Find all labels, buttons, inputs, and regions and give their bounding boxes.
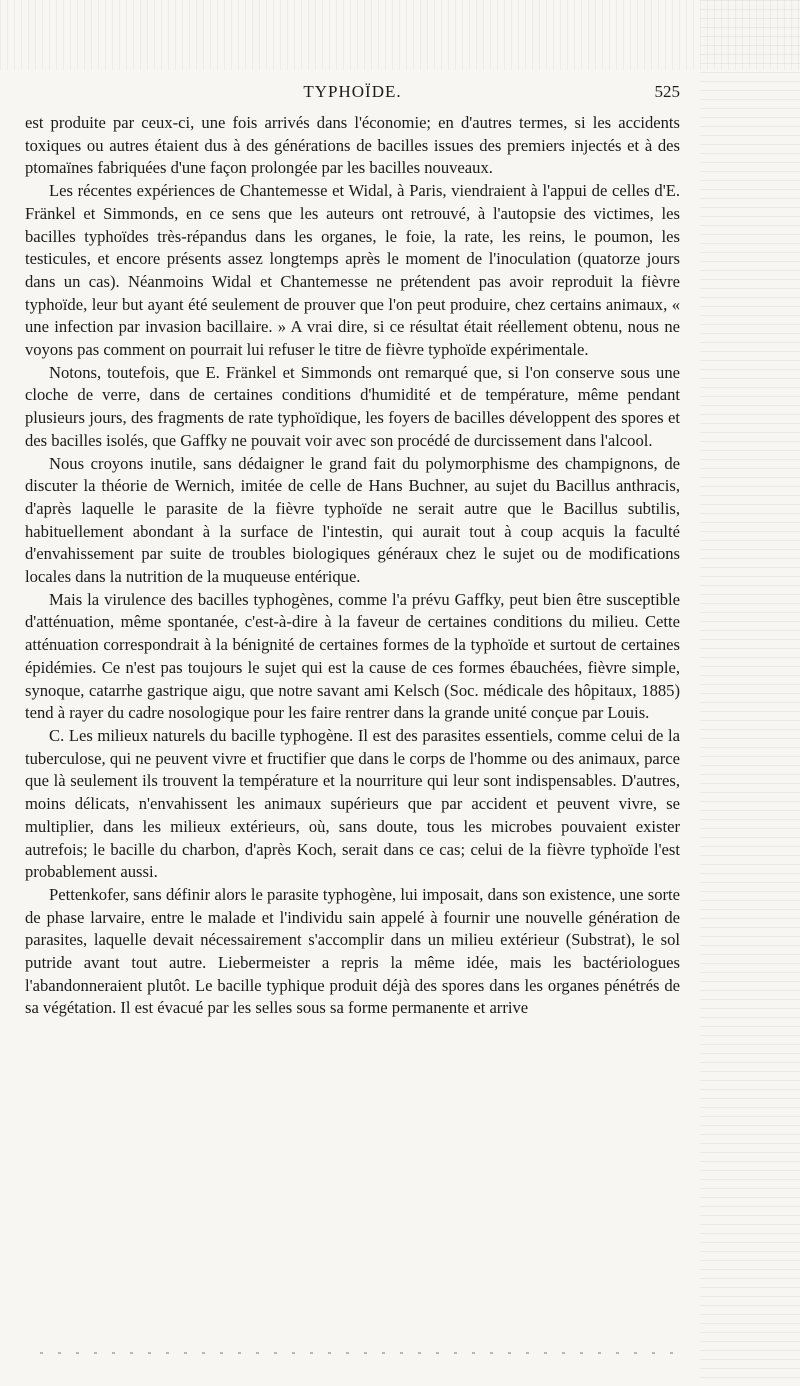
paragraph-4: Nous croyons inutile, sans dédaigner le grand fait du polymorphisme des champignons, de discuter la théorie de Wernich, imitée de celle de Hans Buchner, au sujet du Bacillus anthracis, d'après laquelle le parasite de la fièvre typhoïde ne serait autre que le Bacillus subtilis, habituellement abondant à la surface de l'intestin, qui aurait tout à coup acquis la faculté d'envahissement par suite de troubles biologiques généraux chez le sujet ou de modifications locales dans la nutrition de la muqueuse entérique. xyxy=(25,453,680,587)
paragraph-6: C. Les milieux naturels du bacille typhogène. Il est des parasites essentiels, comme celui de la tuberculose, qui ne peuvent vivre et fructifier que dans le corps de l'homme ou des animaux, parce que là seulement ils trouvent la température et la nourriture qui leur sont indispensables. D'autres, moins délicats, n'envahissent les animaux supérieurs que par accident et peuvent vivre, se multiplier, dans les milieux extérieurs, où, sans doute, tous les microbes pouvaient exister autrefois; le bacille du charbon, d'après Koch, serait dans ce cas; celui de la fièvre typhoïde l'est probablement aussi. xyxy=(25,725,680,882)
page-number: 525 xyxy=(654,82,680,101)
scan-footer-marks xyxy=(40,1352,680,1354)
paragraph-3: Notons, toutefois, que E. Fränkel et Simmonds ont remarqué que, si l'on conserve sous une cloche de verre, dans de certaines conditions d'humidité et de température, même pendant plusieurs jours, des fragments de rate typhoïdique, les foyers de bacilles développent des spores et des bacilles isolés, que Gaffky ne pouvait voir avec son procédé de durcissement dans l'alcool. xyxy=(25,362,680,450)
paragraph-1: est produite par ceux-ci, une fois arrivés dans l'économie; en d'autres termes, si les accidents toxiques ou autres étaient dus à des générations de bacilles issues des premiers injectés et à des ptomaïnes fabriquées d'une façon prolongée par les bacilles nouveaux. xyxy=(25,113,680,178)
scan-edge-right xyxy=(700,0,800,1386)
body-text xyxy=(25,112,680,1020)
page-header xyxy=(25,82,680,108)
paragraph-7: Pettenkofer, sans définir alors le parasite typhogène, lui imposait, dans son existence, une sorte de phase larvaire, entre le malade et l'individu sain appelé à fournir une nouvelle génération de parasites, laquelle devait nécessairement s'accomplir dans un milieu extérieur (Substrat), le sol putride avant tout autre. Liebermeister a repris la même idée, mais les bactériologues l'abandonneraient plutôt. Le bacille typhique produit déjà des spores dans les organes pénétrés de sa végétation. Il est évacué par les selles sous sa forme permanente et arrive xyxy=(25,884,680,1018)
paragraph-2: Les récentes expériences de Chantemesse et Widal, à Paris, viendraient à l'appui de celles d'E. Fränkel et Simmonds, en ce sens que les auteurs ont retrouvé, à l'autopsie des victimes, les bacilles typhoïdes très-répandus dans les organes, le foie, la rate, les reins, le poumon, les testicules, et encore présents assez longtemps après le moment de l'inoculation (quatorze jours dans un cas). Néanmoins Widal et Chantemesse ne prétendent pas avoir reproduit la fièvre typhoïde, leur but ayant été seulement de prouver que l'on peut produire, chez certains animaux, « une infection par invasion bacillaire. » A vrai dire, si ce résultat était réellement obtenu, nous ne voyons pas comment on pourrait lui refuser le titre de fièvre typhoïde expérimentale. xyxy=(25,181,680,360)
running-title: TYPHOÏDE. xyxy=(303,82,402,101)
scan-edge-top xyxy=(0,0,800,70)
paragraph-5: Mais la virulence des bacilles typhogènes, comme l'a prévu Gaffky, peut bien être susceptible d'atténuation, même spontanée, c'est-à-dire à la faveur de certaines conditions du milieu. Cette atténuation correspondrait à la bénignité de certaines formes de la typhoïde et surtout de certaines épidémies. Ce n'est pas toujours le sujet qui est la cause de ces formes ébauchées, fièvre simple, synoque, catarrhe gastrique aigu, que notre savant ami Kelsch (Soc. médicale des hôpitaux, 1885) tend à rayer du cadre nosologique pour les faire rentrer dans la grande unité conçue par Louis. xyxy=(25,589,680,723)
